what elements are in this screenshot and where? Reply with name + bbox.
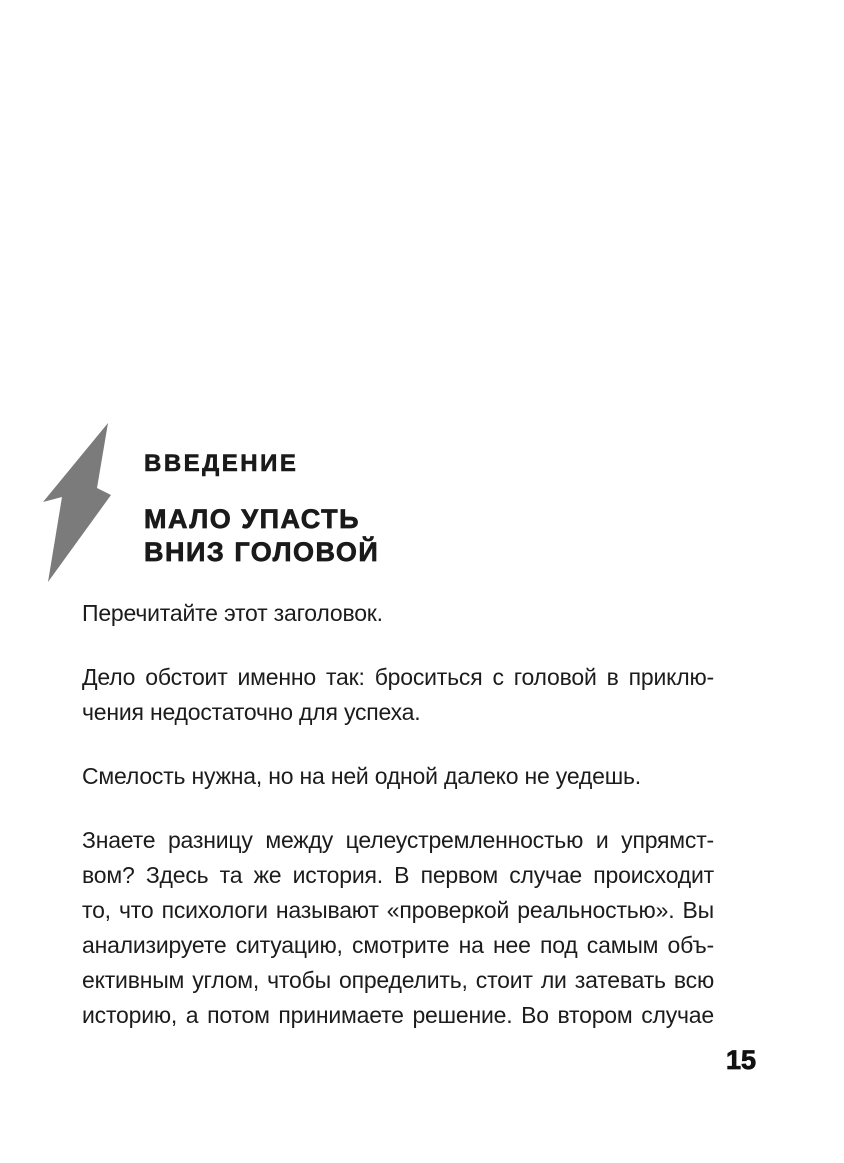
paragraph [82, 759, 714, 794]
body-line: анализируете ситуацию, смотрите на нее под самым объ- [82, 932, 714, 958]
lightning-bolt-icon [40, 415, 120, 585]
body-line: вом? Здесь та же история. В первом случае происходит [82, 862, 714, 888]
body-line: чения недостаточно для успеха. [82, 699, 421, 725]
body-line: историю, а потом принимаете решение. Во втором случае [82, 1002, 714, 1028]
body-line: Смелость нужна, но на ней одной далеко не уедешь. [82, 763, 641, 789]
chapter-title-line-1: МАЛО УПАСТЬ [144, 504, 361, 534]
page-number: 15 [726, 1045, 757, 1075]
chapter-title-line-2: ВНИЗ ГОЛОВОЙ [144, 537, 380, 567]
paragraph [82, 823, 714, 1033]
body-line: Знаете разницу между целеустремленностью и упрямст- [82, 827, 714, 853]
chapter-title [144, 503, 379, 569]
body-line: то, что психологи называют «проверкой реальностью». Вы [82, 897, 714, 923]
body-line: ективным углом, чтобы определить, стоит ли затевать всю [82, 967, 714, 993]
chapter-kicker: ВВЕДЕНИЕ [144, 450, 299, 477]
body-line: Перечитайте этот заголовок. [82, 600, 383, 626]
lightning-bolt-shape [43, 423, 111, 582]
paragraph [82, 660, 714, 730]
body-line: Дело обстоит именно так: броситься с головой в приклю- [82, 664, 714, 690]
paragraph [82, 596, 714, 631]
body-text [82, 596, 714, 1033]
